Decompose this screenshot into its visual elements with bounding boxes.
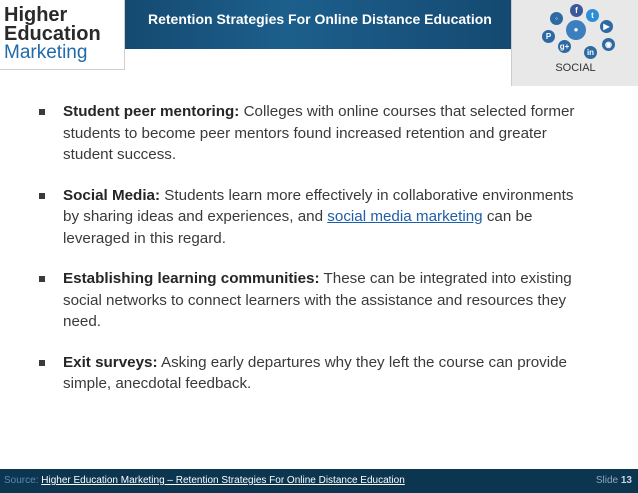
- logo-line-2: Education: [4, 23, 101, 45]
- bullet-student-peer-mentoring: [38, 101, 593, 166]
- slide-number: [596, 475, 632, 486]
- logo-line-3: Marketing: [4, 42, 88, 63]
- googleplus-icon: g+: [559, 42, 570, 51]
- source-line: [4, 475, 405, 486]
- social-hub-icon: ●: [566, 20, 586, 40]
- rss-icon: ◉: [602, 38, 615, 51]
- bullet-learning-communities: [38, 268, 593, 333]
- slide-header: [0, 0, 638, 86]
- bullet-list: [38, 101, 593, 414]
- share-icon: ◦: [550, 12, 563, 25]
- slide-label: Slide: [595, 475, 619, 486]
- slide-number-value: 13: [620, 475, 632, 486]
- bullet-heading: Social Media:: [63, 186, 161, 204]
- linkedin-icon: in: [584, 46, 597, 59]
- source-label: Source:: [4, 475, 39, 486]
- bullet-square-icon: [39, 276, 45, 282]
- bullet-text: Asking early departures why they left the course can provide simple, anecdotal feedback.: [63, 353, 568, 392]
- social-icon-cluster: [536, 4, 616, 64]
- social-graphic: [511, 0, 638, 86]
- bullet-square-icon: [39, 193, 45, 199]
- facebook-icon: f: [570, 4, 583, 17]
- bullet-heading: Establishing learning communities:: [63, 270, 320, 287]
- bullet-text: Colleges with online courses that selected former students to become peer mentors found increased retention and greater student success.: [63, 103, 575, 163]
- twitter-icon: t: [586, 9, 599, 22]
- bullet-square-icon: [39, 360, 45, 366]
- bullet-text: Students learn more effectively in collaborative environments by sharing ideas and experiences, and: [63, 186, 574, 225]
- bullet-text-after: can be leveraged in this regard.: [63, 208, 533, 247]
- youtube-icon: ▶: [600, 20, 613, 33]
- source-link[interactable]: Higher Education Marketing – Retention Strategies For Online Distance Education: [41, 475, 405, 486]
- slide-footer: [0, 469, 638, 493]
- pinterest-icon: P: [542, 30, 555, 43]
- bullet-square-icon: [39, 109, 45, 115]
- bullet-exit-surveys: [38, 352, 593, 395]
- social-label: SOCIAL: [555, 62, 596, 74]
- social-media-marketing-link[interactable]: social media marketing: [327, 208, 483, 225]
- bullet-text: These can be integrated into existing social networks to connect learners with the assistance and resources they need.: [63, 270, 572, 330]
- bullet-social-media: [38, 185, 593, 250]
- logo-line-1: Higher: [4, 4, 68, 26]
- bullet-heading: Student peer mentoring:: [63, 103, 240, 120]
- hem-logo: [0, 0, 125, 70]
- bullet-heading: Exit surveys:: [63, 353, 158, 371]
- slide-title: Retention Strategies For Online Distance Education: [148, 11, 492, 27]
